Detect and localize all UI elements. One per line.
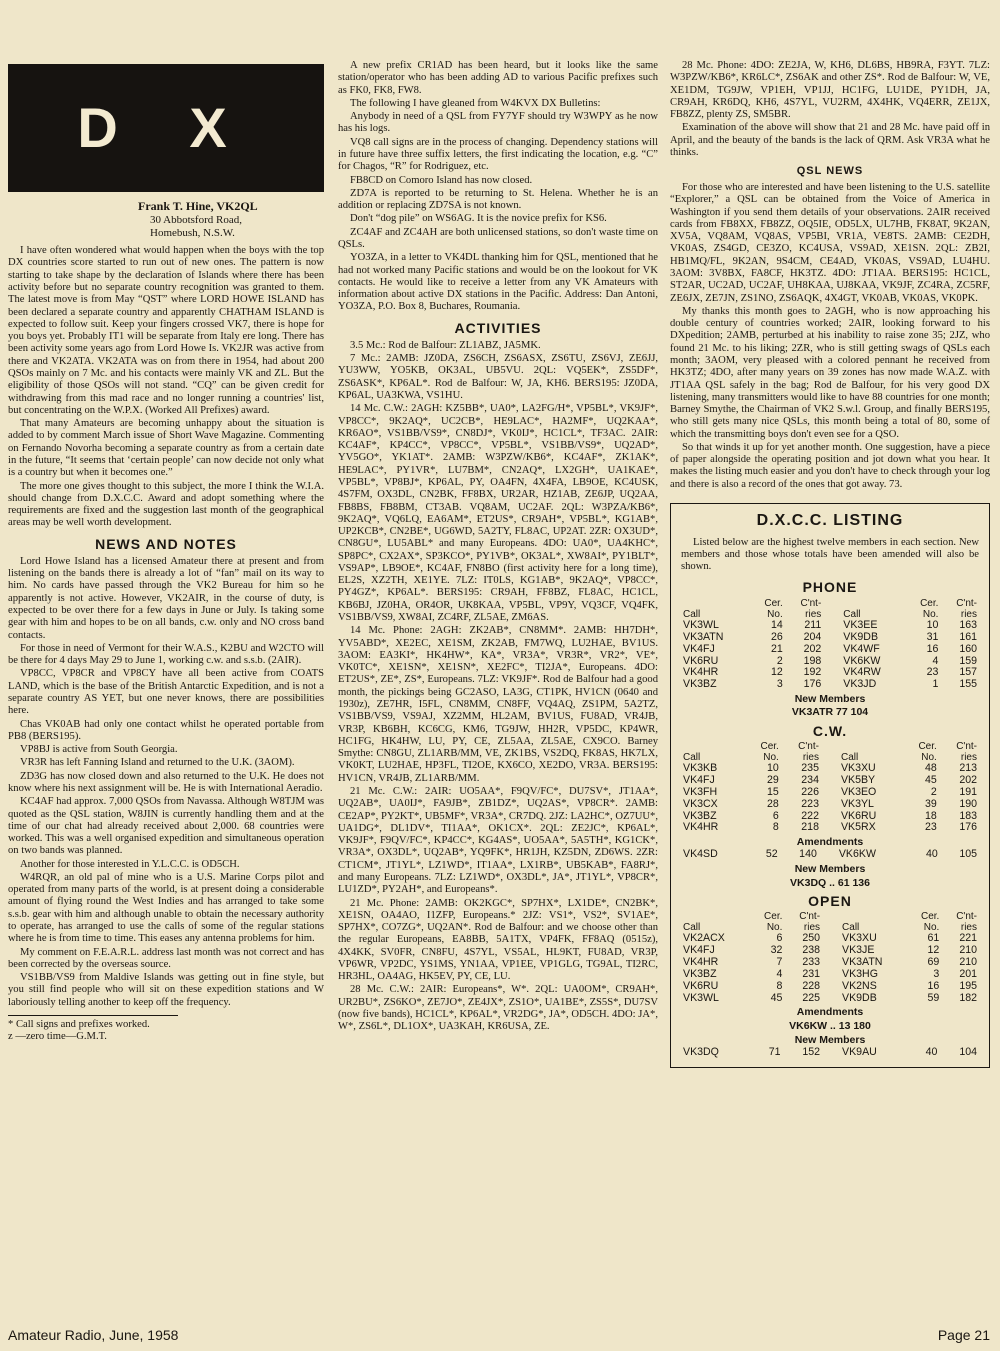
cert-number: 16 <box>926 642 939 655</box>
countries-count: 104 <box>959 1045 977 1058</box>
cert-number: 12 <box>927 944 940 957</box>
countries-count: 160 <box>959 642 977 655</box>
cert-number: 3 <box>776 678 783 691</box>
call-sign: VK2NS <box>842 979 877 992</box>
section-title: D X <box>77 95 255 159</box>
column-header: C'nt- <box>799 910 821 922</box>
call-sign: VK3CX <box>683 797 718 810</box>
cert-number: 4 <box>932 654 939 667</box>
call-sign: VK4FJ <box>683 944 715 957</box>
column-header: Call <box>840 751 859 763</box>
cw-table <box>681 741 979 835</box>
column-header: Call <box>842 922 860 934</box>
cert-number: 21 <box>770 642 783 655</box>
countries-count: 233 <box>802 956 821 968</box>
call-sign: VK6KW <box>838 848 876 861</box>
countries-count: 201 <box>959 967 977 980</box>
countries-count: 105 <box>959 848 977 861</box>
countries-count: 163 <box>959 619 977 632</box>
news-paragraph: Lord Howe Island has a licensed Amateur there at present and from listening on the bands there is already a lot of “fan” mail on its way to him. No cards have passed through the VK2 Bureau for him so he apparently is not active. However, VK2AIR, in the course of duty, is expected to be over there for a few days in June or July. Is taking some gear with him and hopes to be on all bands, c.w. only and NO cross band contacts. <box>8 555 324 641</box>
activities-paragraph: 14 Mc. C.W.: 2AGH: KZ5BB*, UA0*, LA2FG/H*, VP5BL*, VK9JF*, VP8CC*, 9K2AQ*, UC2CB*, HE9LAC*, HA2MF*, UQ2KAA*, KR6AO*, VS1BB/VS9*, CN8DJ*, VK0IJ*, HC1CL*, TF3AC. 2AIR: KC4AF*, KP4CC*, VP8CC*, VP5BL*, VS1BB/VS9*, UQ2AD*, YV5GO*, YK1AT*. 2AMB: W3PZW/KB6*, KC4AF*, ZK1AK*, HE9LAC*, PY1VR*, LU7BM*, CN2AQ*, LX2GH*, UA1KAE*, VP5BL*, VP8BJ*, KP6AL, PY, OA4FN, 4X4FA, LB9OE, KC4USK, 4S7FM, OX3DL, CN2BK, FF8BX, UR2AR, HZ1AB, ZE6JP, UQ2AA, FB8BS, FB8BM, CT3AB. VQ8AM, UC2AF. 2QL: W3PZA/KB6*, 9K2AQ*, VQ6LQ, EA6AM*, ET2US*, CR9AH*, VP5BL*, KG1AB*, UP2KCB*, CN2BE*, UG6WD, 5A2TY, FL8AC, UP2AT. 2ZR: OX3UD*, CN8GU*, LU5ABL* and many Europeans. 4DO: UA0*, UA4KHC*, SP8PC*, CX2AX*, SP3KCO*, PY1VB*, OK3AL*, XW8AI*, PY1BLT*, VS9AP*, LB9OE*, KC4AF, FN8BO (first activity here for a long time), EL2S, XZ2TH, XE1YE. 7LZ: IT0LS, KG1AB*, 9K2AQ*, VP8CC*, PY4GZ*, KP6AL*. BERS195: CR9AH, FF8BZ, FL8AC, HC1CL, KB6BJ, JZ0HA, OR4OR, UK8KAA, VP5BL, VP9Y, VQ3CF, VQ4FK, VS1BB/VS9, XW8AI, ZC4RF, ZL5AE, ZM6AS. <box>338 403 658 624</box>
activities-paragraph: 7 Mc.: 2AMB: JZ0DA, ZS6CH, ZS6ASX, ZS6TU, ZS6VJ, ZE6JJ, YU3WW, YO5KB, OK3AL, UB5VU. 2QL: VQ5EK*, ZS5DF*, ZS6ASK*, KP6AL*. Rod de Balfour: W, JA, KH6. BERS195: JZ0DA, KP6AL, UA3KWA, VS1HU. <box>338 353 658 401</box>
column-header: Cer. <box>764 597 783 609</box>
table-row <box>681 644 979 656</box>
call-sign: VK9AU <box>842 1045 877 1058</box>
countries-count: 202 <box>803 642 822 655</box>
table-row <box>681 981 979 993</box>
cert-number: 2 <box>776 654 783 667</box>
cert-number: 18 <box>925 809 937 822</box>
cert-number: 71 <box>768 1045 781 1058</box>
table-header-row-top <box>681 911 979 922</box>
footnotes <box>8 1015 178 1044</box>
countries-count: 152 <box>802 1045 821 1058</box>
cert-number: 16 <box>927 979 940 992</box>
activities-paragraph: 14 Mc. Phone: 2AGH: ZK2AB*, CN8MM*. 2AMB: HH7DH*, YV5ABD*, XE2EC, XE1SM, ZK2AB, FM7WQ, LU2HAE, BV1US. 3AOM: EA3KI*, HK4HW*, KA*, VR3A*, VR3R*, VR2*, VE*, VK0TC*, XE1SN*, XE1SN*, XE2FC*, TI2JA*, Europeans. 4DO: ET2US*, ZE*, ZS*, Europeans. 7LZ: VK9JF*. Rod de Balfour had a good month, the pickings being GC2ASO, LA3G, CT1PK, HV1CN (0640 and 1930z), ZE7HR, I5FL, CN8MM, CN8FF, VQ4AQ, ZS1PM, 5A2TZ, VS1BB/VS9, VS9AJ, XZ2MM, HL2AM, BV1US, FU8AD, VR4JB, VR3P, KB6BH, KC6CG, KM6, TG9JW, HH2R, VP5DC, KP4WR, HC1FG, HK4HW, LU, PY, CE, ZL5AA, ZL5AE, CX9CO. Barney Smythe: CN8GU, ZL1ARB/MM, VE, ZK1BS, VS2DQ, FK8AS, HK7LX, VK0KT, LU2HAE, HP3FL, TI2OE, KX6CO, XE2DO, VR3A. BERS195: HV1CN, VR4JB, ZL1ARB/MM. <box>338 625 658 784</box>
call-sign: VK4SD <box>683 848 718 861</box>
column-header: Cer. <box>918 740 937 752</box>
call-sign: VK4FJ <box>683 642 715 655</box>
cert-number: 4 <box>776 967 783 980</box>
intro-paragraph: The more one gives thought to this subject, the more I think the W.I.A. should change from D.X.C.C. Award and adopt something where the requirements are fixed and the suggestion last month of the geographical areas may be well worth development. <box>8 480 324 529</box>
column-header: No. <box>766 922 783 934</box>
dx-news-paragraph: ZC4AF and ZC4AH are both unlicensed stations, so don't waste time on QSLs. <box>338 226 658 250</box>
cert-number: 3 <box>933 967 940 980</box>
countries-count: 176 <box>959 821 977 834</box>
countries-count: 238 <box>802 944 821 957</box>
table-row <box>681 679 979 691</box>
cert-number: 12 <box>770 666 783 679</box>
call-sign: VK3EE <box>843 619 878 632</box>
cert-number: 69 <box>927 956 940 968</box>
call-sign: VK3BZ <box>683 967 717 980</box>
column-header: Call <box>683 922 701 934</box>
cert-number: 15 <box>767 785 779 798</box>
call-sign: VK3WL <box>683 991 719 1004</box>
column-header: ries <box>960 751 977 763</box>
open-amendments-line: VK6KW .. 13 180 <box>789 1019 871 1032</box>
column-header: ries <box>960 608 977 620</box>
call-sign: VK4RW <box>843 666 881 679</box>
countries-count: 161 <box>959 630 977 643</box>
news-paragraph: Chas VK0AB had only one contact whilst he operated portable from PB8 (BERS195). <box>8 718 324 742</box>
news-paragraph: My comment on F.E.A.R.L. address last month was not correct and has been corrected by the overseas source. <box>8 946 324 970</box>
page-number: Page 21 <box>937 1327 990 1343</box>
column-header: ries <box>802 751 819 763</box>
cert-number: 28 <box>767 797 779 810</box>
countries-count: 228 <box>802 979 821 992</box>
cert-number: 52 <box>765 848 778 861</box>
call-sign: VK3ATN <box>842 956 883 968</box>
cw-new-members-line: VK3DQ .. 61 136 <box>790 876 870 889</box>
countries-count: 218 <box>801 821 819 834</box>
footnote: * Call signs and prefixes worked. <box>8 1019 150 1031</box>
call-sign: VK3ATN <box>683 630 724 643</box>
dx-news-paragraph: Don't “dog pile” on WS6AG. It is the novice prefix for KS6. <box>350 213 607 225</box>
cert-number: 45 <box>925 774 937 786</box>
open-amendments-label: Amendments <box>796 1006 864 1019</box>
intro-paragraph: I have often wondered what would happen when the boys with the top DX countries score started to run out of new ones. The pattern is now starting to take shape by the declaration of Islands where there has been activity before but no separate country recognition was granted to them. The latest move is from May “QST” where LORD HOWE ISLAND has been declared a separate country and apparently CHATHAM ISLAND is expected to follow suit. Keep your fingers crossed VK7, there is hope for you boys yet. Probably IT1 will be separate from Italy ere long. There has been activity some years ago from Lord Howe Is. VK2JR was active from there and VK2ATA. VK2ATA was on from there in 1954, had about 200 QSOs mainly on 7 Mc. and his contacts were mainly VK and ZL. But the eligibility of those QSOs will not stand. “CQ” can be given credit for withdrawing from this mad race and no longer running a countries' list, but concentrating on the W.P.X. (Worked All Prefixes) award. <box>8 245 324 416</box>
countries-count: 195 <box>959 979 977 992</box>
call-sign: VK4FJ <box>683 774 715 786</box>
column-header: No. <box>922 608 939 620</box>
activities-paragraph: 3.5 Mc.: Rod de Balfour: ZL1ABZ, JA5MK. <box>350 339 541 351</box>
cw-amendments-label: Amendments <box>796 836 864 849</box>
open-new-members-table <box>681 1047 979 1059</box>
phone-new-members-line: VK3ATR 77 104 <box>791 706 869 719</box>
cert-number: 6 <box>776 932 783 945</box>
table-row <box>681 849 979 861</box>
call-sign: VK9DB <box>842 991 877 1004</box>
call-sign: VK6RU <box>683 654 719 667</box>
cert-number: 40 <box>925 848 938 861</box>
call-sign: VK3XU <box>840 762 876 775</box>
dxcc-intro: Listed below are the highest twelve members in each section. New members and those whose totals have been amended will also be shown. <box>681 536 979 573</box>
cw-section-title: C.W. <box>812 722 848 739</box>
column-header: Cer. <box>760 740 779 752</box>
column-header: ries <box>960 922 977 934</box>
countries-count: 210 <box>959 944 977 957</box>
table-row <box>681 1047 979 1059</box>
cert-number: 7 <box>776 956 783 968</box>
call-sign: VK4HR <box>683 666 719 679</box>
phone-section-title: PHONE <box>802 579 858 596</box>
countries-count: 213 <box>959 762 977 775</box>
countries-count: 221 <box>959 932 977 945</box>
cert-number: 2 <box>930 785 937 798</box>
activities-heading: ACTIVITIES <box>454 319 542 336</box>
publication-line: Amateur Radio, June, 1958 <box>8 1327 179 1343</box>
call-sign: VK4HR <box>683 956 719 968</box>
countries-count: 182 <box>959 991 977 1004</box>
cert-number: 23 <box>925 821 937 834</box>
countries-count: 211 <box>804 619 822 632</box>
dxcc-title: D.X.C.C. LISTING <box>756 512 904 530</box>
phone-new-members-label: New Members <box>794 693 866 706</box>
call-sign: VK3EO <box>840 785 877 798</box>
cert-number: 10 <box>926 619 939 632</box>
call-sign: VK3BZ <box>683 678 717 691</box>
call-sign: VK5RX <box>840 821 876 834</box>
cert-number: 10 <box>767 762 779 775</box>
column-header: C'nt- <box>956 597 977 609</box>
news-paragraph: VS1BB/VS9 from Maldive Islands was getting out in fine style, but you still find people who will sit on these expedition stations and W laboriously telling another to keep off the frequency. <box>8 972 324 1008</box>
dxcc-listing-box <box>670 503 990 1068</box>
activities-paragraph: 28 Mc. C.W.: 2AIR: Europeans*, W*. 2QL: UA0OM*, CR9AH*, UR2BU*, ZS6KO*, ZE7JO*, ZE4JX*, ZS1O*, UA1BE*, ZS5S*, DU7SV (now five bands), HC1CL*, KP6AL*, VR2DG*, JA*, OD5CH. 4DO: JA*, W*, ZS6L*, DL1OX*, UA3KAH, KR6USA, ZE. <box>338 984 658 1033</box>
news-paragraph: VP8CC, VP8CR and VP8CY have all been active from COATS LAND, which is the base of the British Antarctic Expedition, and is not a separate country AS YET, but one never knows, there are possibilities here. <box>8 668 324 717</box>
column-1 <box>8 64 324 1044</box>
cert-number: 48 <box>925 762 937 775</box>
call-sign: VK3BZ <box>683 809 717 822</box>
countries-count: 204 <box>803 630 822 643</box>
call-sign: VK3DQ <box>683 1045 719 1058</box>
dx-news-paragraph: YO3ZA, in a letter to VK4DL thanking him for QSL, mentioned that he had not worked many Pacific stations and would be on the lookout for VK contacts. He would like to receive a letter from any VK Amateurs with information about active DX stations in the Pacific. Address: Dan Antoni, YO3ZA, P.O. Box 8, Buchares, Roumania. <box>338 252 658 313</box>
table-header-row-top <box>681 741 979 752</box>
call-sign: VK3FH <box>683 785 718 798</box>
column-header: No. <box>923 922 940 934</box>
call-sign: VK6KW <box>843 654 881 667</box>
countries-count: 155 <box>959 678 977 691</box>
cert-number: 45 <box>770 991 783 1004</box>
news-paragraph: ZD3G has now closed down and also returned to the U.K. He does not know where his next assignment will be. He is with International Aeradio. <box>8 770 324 794</box>
column-header: Call <box>683 751 701 763</box>
call-sign: VK3JD <box>843 678 877 691</box>
news-paragraph: VR3R has left Fanning Island and returned to the U.K. (3AOM). <box>20 757 295 769</box>
countries-count: 223 <box>801 797 819 810</box>
column-header: C'nt- <box>798 740 819 752</box>
call-sign: VK3YL <box>840 797 874 810</box>
column-header: Call <box>683 608 701 620</box>
column-header: C'nt- <box>800 597 822 609</box>
countries-count: 234 <box>801 774 819 786</box>
news-paragraph: VP8BJ is active from South Georgia. <box>20 744 178 756</box>
countries-count: 176 <box>803 678 822 691</box>
countries-count: 225 <box>802 991 821 1004</box>
countries-count: 250 <box>802 932 821 945</box>
column-header: Cer. <box>920 910 940 922</box>
countries-count: 159 <box>959 654 977 667</box>
cert-number: 6 <box>772 809 779 822</box>
news-paragraph: For those in need of Vermont for their W.A.S., K2BU and W2CTO will be there for 4 days May 29 to June 1, working c.w. and s.s.b. (2AIR). <box>8 642 324 667</box>
cert-number: 8 <box>776 979 783 992</box>
cert-number: 8 <box>772 821 779 834</box>
countries-count: 198 <box>803 654 822 667</box>
cw-amendments-table <box>681 849 979 861</box>
news-paragraph: KC4AF had approx. 7,000 QSOs from Navassa. Although W8TJM was quoted as the QSL station, W8JIN is currently handling them and at the time of our chat had already received about 2,000. 68 countries were worked. This was a well organised expedition and simultaneous operation on two bands was planned. <box>8 796 324 857</box>
cert-number: 14 <box>770 619 783 632</box>
open-table <box>681 911 979 1005</box>
countries-count: 202 <box>959 774 977 786</box>
dx-news-paragraph: VQ8 call signs are in the process of changing. Dependency stations will in future have three suffix letters, the first indicating the location, e.g. “C” for Chagos, “R” for Rodriguez, etc. <box>338 136 658 173</box>
call-sign: VK2ACX <box>683 932 725 945</box>
countries-count: 222 <box>801 809 819 822</box>
activities-paragraph: 21 Mc. C.W.: 2AIR: UO5AA*, F9QV/FC*, DU7SV*, JT1AA*, UQ2AB*, UA0IJ*, FA9JB*, ZB1DZ*, UQ2AS*, VP8CR*. 2AMB: CE2AP*, PY2KT*, UB5MF*, VR3A*, CR7DQ. 2JZ: LA2HC*, OZ7UU*, UA1DG*, DL1DV*, TI1AA*, OK1CX*. 2QL: ZE2JC*, KP6AL*, VK9JF*, F9QV/FC*, KP4CC*, KG4AS*, UO5AA*, 5A5TH*, KG1CK*, VR3A*, OX3DL*, UQ2AB*, YQ9FK*, HR1JH, KZ5DN, ZD6WS. 2ZR: CT1CM*, JT1YL*, LZ1WD*, IT1AA*, LX1RB*, UB5KAB*, FA8RJ*, and many Europeans. 7LZ: LZ1WD*, OX3DL*, JA*, JT1YL*, VP8CR*, LU1ZD*, PY2AH*, and Europeans*. <box>338 785 658 896</box>
countries-count: 235 <box>801 762 819 775</box>
column-header: No. <box>921 751 937 763</box>
call-sign: VK4WF <box>843 642 880 655</box>
qsl-heading: QSL NEWS <box>796 165 864 178</box>
dx-news-paragraph: ZD7A is reported to be returning to St. Helena. Whether he is an addition or replacing ZD7SA is not known. <box>338 187 658 212</box>
column-header: Cer. <box>764 910 783 922</box>
table-row <box>681 787 979 799</box>
call-sign: VK5BY <box>840 774 876 786</box>
column-header: No. <box>763 751 779 763</box>
countries-count: 192 <box>803 666 822 679</box>
table-row <box>681 969 979 981</box>
cert-number: 32 <box>770 944 783 957</box>
footnote: z —zero time—G.M.T. <box>8 1031 107 1043</box>
cert-number: 29 <box>767 774 779 786</box>
table-row <box>681 822 979 834</box>
open-section-title: OPEN <box>808 892 852 909</box>
countries-count: 226 <box>801 785 819 798</box>
open-new-members-label: New Members <box>794 1033 866 1046</box>
news-paragraph: Another for those interested in Y.L.C.C. is OD5CH. <box>20 858 240 870</box>
countries-count: 231 <box>802 967 821 980</box>
column-header: Call <box>843 608 861 620</box>
call-sign: VK3JE <box>842 944 875 957</box>
countries-count: 183 <box>959 809 977 822</box>
cert-number: 26 <box>770 630 783 643</box>
activities-paragraph: Examination of the above will show that 21 and 28 Mc. have paid off in April, and the beauty of the bands is the lack of QRM. Ask VR3A what he thinks. <box>670 122 990 158</box>
activities-paragraph: 21 Mc. Phone: 2AMB: OK2KGC*, SP7HX*, LX1DE*, CN2BK*, XE1SN, OA4AO, I1ZFP, Europeans.* 2JZ: VS1*, VS2*, SV1AE*, SP7HX*, CO7ZG*, UQ2AN*. Rod de Balfour: and we choose other than the regular Europeans, EA8BB, 5A1TX, VP4FK, FF8AQ (0515z), 4X4KK, SV0FR, CN8FU, 4S7YL, VS5AL, HL9KT, FU8AD, VR3P, VP6WR, VP2DC, YS1MS, YN1AA, VP1EE, VP1GLG, TG9AL, TI2RC, HR3HL, OA4AG, HK5EV, PY, CE, LU. <box>338 897 658 983</box>
column-2 <box>338 60 658 1034</box>
call-sign: VK6RU <box>840 809 877 822</box>
table-row <box>681 993 979 1005</box>
call-sign: VK9DB <box>843 630 879 643</box>
qsl-paragraph: My thanks this month goes to 2AGH, who is now approaching his double century of countries worked; 2AIR, looking forward to his DXpedition; 2AMB, perturbed at his inability to raise zone 35; 2JZ, who found 21 Mc. to his liking; 2ZR, who is still getting swags of QSLs each month; 3AOM, very pleased with a colored pennant he received from HK3TZ; 4DO, after many years on 39 zones has now made W.A.Z. with JT1AA QSL safely in the bag; Rod de Balfour, for his very good DX listening, many transmitters would like to have 88 countries for one month; Barney Smythe, the Chairman of VK2 S.w.l. Group, and finally BERS195, who still gets many nice QSLs, this month being a total of 80, some of which the transmitting boys don't even see for a QSO. <box>670 305 990 440</box>
qsl-paragraph: For those who are interested and have been listening to the U.S. satellite “Explorer,” a QSL can be obtained from the Voice of America in Washington if you send them details of your observations. 2AIR received cards from FB8XX, FB8ZZ, OQ5IE, OD5LX, UL7HB, FK8AT, 9K2AN, XV5A, VQ8AM, VQ8AS, VP5BI, VR1A, VE8TS. 2AMB: CE2DH, VK0AS, ZS4GD, CE3ZO, KC4USA, VS9AD, XE1SN. 2QL: ZB2I, HB1MQ/FL, 9K2AN, 9S4CM, CE4AD, VK0AS, VS9AD, LU4HU. 3AOM: 3V8BX, FA8CF, HK3TZ. 4DO: JT1AA. BERS195: HC1CL, ST2AR, UC2AD, UC2AF, UH8KAA, UJ8KAA, VK9JF, ZC4RA, ZC5RF, ZE6JX, ZE7JN, ZS1NO, ZS6AQK, 4X4GT, VK0AB, VK0AS, VK0PK. <box>670 182 990 304</box>
column-header: ries <box>805 608 822 620</box>
dx-news-paragraph: Anybody in need of a QSL from FY7YF should try W3WPY as he now has his logs. <box>338 111 658 135</box>
countries-count: 190 <box>959 797 977 810</box>
dx-news-paragraph: FB8CD on Comoro Island has now closed. <box>350 174 533 186</box>
author-address <box>150 214 324 239</box>
call-sign: VK3WL <box>683 619 719 632</box>
address-line: 30 Abbotsford Road, <box>150 213 242 226</box>
column-header: C'nt- <box>956 910 977 922</box>
phone-table <box>681 598 979 692</box>
call-sign: VK3HG <box>842 967 878 980</box>
table-row <box>681 632 979 644</box>
call-sign: VK3KB <box>683 762 718 775</box>
cert-number: 31 <box>926 630 939 643</box>
countries-count: 210 <box>959 956 977 968</box>
author-byline: Frank T. Hine, VK2QL <box>138 199 258 213</box>
page-footer <box>8 1327 990 1343</box>
news-heading: NEWS AND NOTES <box>95 535 237 552</box>
column-header: ries <box>803 922 821 934</box>
countries-count: 191 <box>959 785 977 798</box>
news-paragraph: W4RQR, an old pal of mine who is a U.S. Marine Corps pilot and operated from many parts of the world, is at present doing a considerable amount of flying round the West Indies and has arranged to take some s.s.b. gear with him and although unable to obtain the necessary authority to operate, has arranged to use the calls of some of the regular stations where he is from time to time. This eases any antenna problems for him. <box>8 871 324 945</box>
address-line: Homebush, N.S.W. <box>150 226 235 239</box>
column-header: No. <box>767 608 783 620</box>
dx-news-paragraph: The following I have gleaned from W4KVX DX Bulletins: <box>350 97 601 109</box>
call-sign: VK6RU <box>683 979 719 992</box>
cert-number: 40 <box>925 1045 938 1058</box>
activities-paragraph: 28 Mc. Phone: 4DO: ZE2JA, W, KH6, DL6BS, HB9RA, F3YT. 7LZ: W3PZW/KB6*, KR6LC*, ZS6AK and other ZS*. Rod de Balfour: W, VE, XE1DM, TG9JW, VP1EH, VP1JJ, HC1FG, LU1DE, PY1DH, JA, CR9AH, KR6DQ, KH6, 4S7YL, VU2RM, 4X4HK, VQ4ERR, ZE1JX, FB8ZZ, plenty ZS, SM5BR. <box>670 60 990 121</box>
qsl-paragraph: So that winds it up for yet another month. One suggestion, have a piece of paper alongside the operating position and jot down what you hear. It makes the listing much easier and you don't have to check through your log and there is also a record of the ones that got away. 73. <box>670 441 990 490</box>
cert-number: 39 <box>925 797 937 810</box>
column-3 <box>670 60 990 1068</box>
column-header: C'nt- <box>956 740 977 752</box>
call-sign: VK4HR <box>683 821 719 834</box>
column-header: Cer. <box>920 597 939 609</box>
countries-count: 157 <box>959 666 977 679</box>
cert-number: 59 <box>927 991 940 1004</box>
countries-count: 140 <box>799 848 817 861</box>
dx-news-paragraph: A new prefix CR1AD has been heard, but it looks like the same station/operator who has been adding AD to various Pacific prefixes such as FK0, FK8, FW8. <box>338 60 658 96</box>
call-sign: VK3XU <box>842 932 877 945</box>
cert-number: 61 <box>927 932 940 945</box>
section-title-box <box>8 64 324 192</box>
cw-new-members-label: New Members <box>794 863 866 876</box>
table-row <box>681 799 979 811</box>
cert-number: 1 <box>932 678 939 691</box>
table-header-row-top <box>681 598 979 609</box>
cert-number: 23 <box>926 666 939 679</box>
intro-paragraph: That many Amateurs are becoming unhappy about the situation is added to by comment March issue of Short Wave Magazine. Commenting on Fernando Novorha becoming a separate country as from a certain date in the future, “It seems that ‘certain people’ can now decide not only what is a country but when it becomes one.” <box>8 418 324 479</box>
